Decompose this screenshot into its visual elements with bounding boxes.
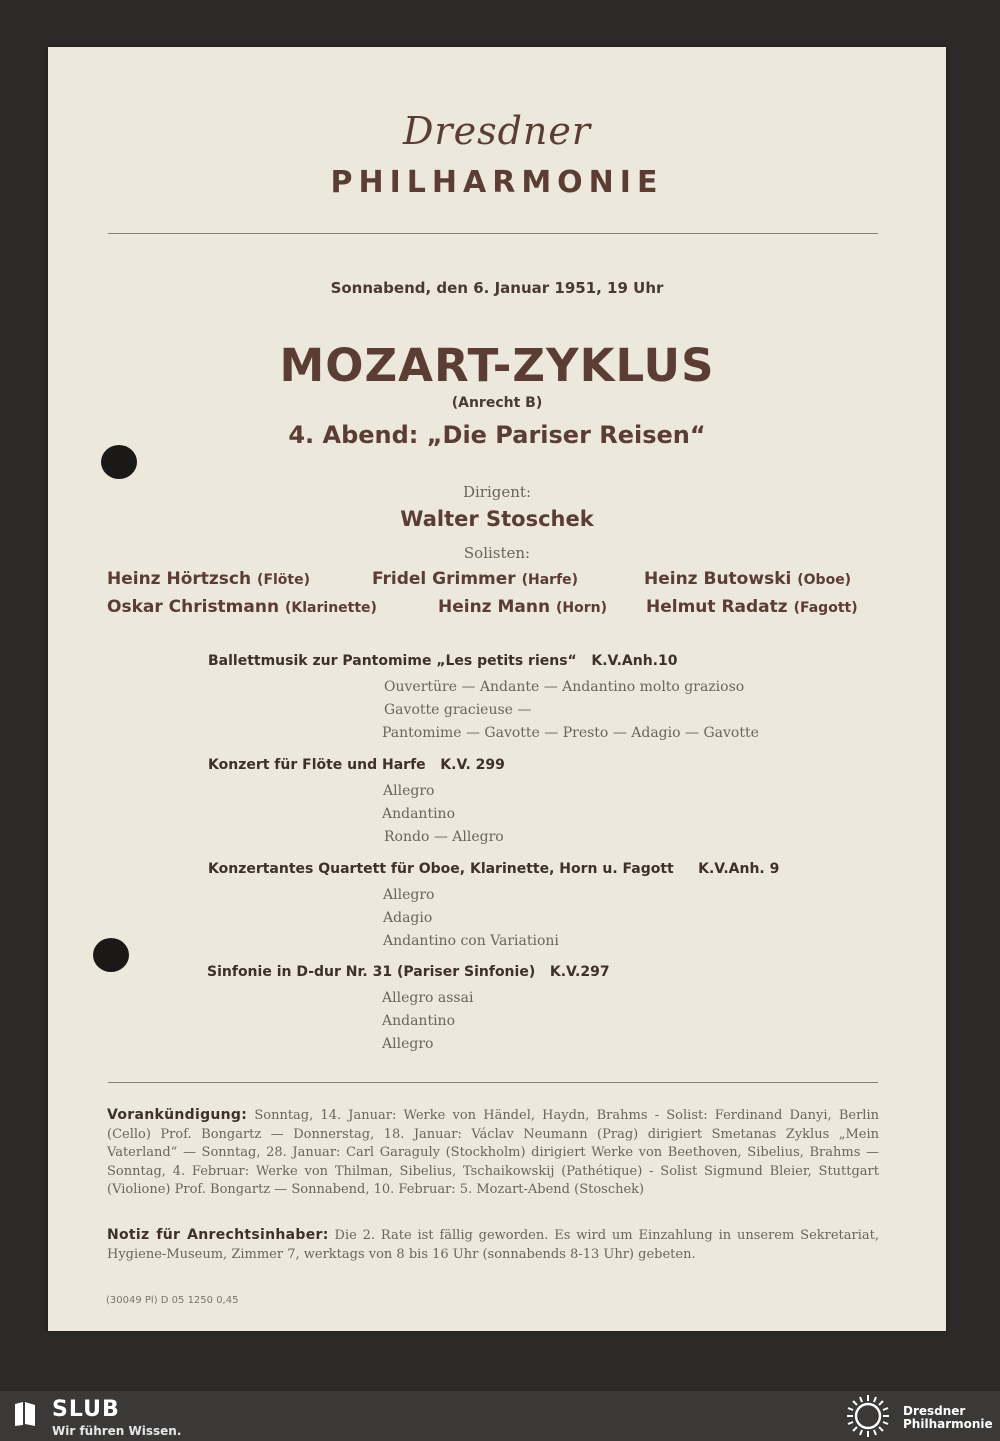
notice-text: Die 2. Rate ist fällig geworden. Es wird um Einzahlung in unserem Sekretariat, Hygiene-Museum, Zimmer 7, werktags von 8 bis 16 Uhr (sonnabends 8-13 Uhr) gebeten. [107,1228,879,1262]
work-title: Konzertantes Quartett für Oboe, Klarinette, Horn u. Fagott [208,861,674,877]
soloist: Heinz Hörtzsch (Flöte) [107,569,311,589]
soloist: Fridel Grimmer (Harfe) [372,569,579,589]
divider-top [108,233,878,234]
announcement-block [107,1106,879,1200]
movement-line: Adagio [383,910,433,926]
brand-line-philharmonie: PHILHARMONIE [330,165,664,200]
subscription-label: (Anrecht B) [451,395,543,411]
partner-name: Dresdner Philharmonie [903,1404,993,1431]
punch-hole-bottom [93,938,129,972]
movement-line: Andantino [382,806,456,822]
brand-line-dresdner: Dresdner [402,109,592,153]
dresdner-philharmonie-logo [842,1393,894,1439]
work-kv: K.V.Anh. 9 [698,861,780,877]
movement-line: Ouvertüre — Andante — Andantino molto grazioso [384,679,745,695]
divider-bottom [108,1082,878,1083]
soloist: Heinz Butowski (Oboe) [644,569,852,589]
evening-title: 4. Abend: „Die Pariser Reisen“ [288,421,706,449]
program-work [208,861,779,877]
concert-title: MOZART-ZYKLUS [279,339,715,392]
movement-line: Allegro [383,783,435,799]
movement-line: Allegro [382,1036,434,1052]
movement-line: Andantino [382,1013,456,1029]
movement-line: Gavotte gracieuse — [384,702,532,718]
soloists-label: Solisten: [463,544,531,562]
footer-bar [0,1391,1000,1441]
soloist: Oskar Christmann (Klarinette) [107,597,377,617]
soloist: Helmut Radatz (Fagott) [646,597,858,617]
conductor-name: Walter Stoschek [400,507,594,531]
work-kv: K.V.Anh.10 [591,653,678,669]
work-title: Konzert für Flöte und Harfe [208,757,426,773]
work-kv: K.V.297 [549,964,610,980]
program-work [207,964,610,980]
conductor-label: Dirigent: [462,483,531,501]
slub-book-icon [14,1401,36,1427]
slub-tagline: Wir führen Wissen. [52,1424,182,1438]
movement-line: Rondo — Allegro [384,829,504,845]
notice-block [107,1226,879,1264]
print-code: (30049 Pl) D 05 1250 0,45 [106,1295,239,1306]
work-kv: K.V. 299 [440,757,505,773]
program-work [208,757,505,773]
program-work [208,653,677,669]
work-title: Ballettmusik zur Pantomime „Les petits riens“ [208,653,577,669]
movement-line: Allegro [383,887,435,903]
announcement-text: Sonntag, 14. Januar: Werke von Händel, Haydn, Brahms - Solist: Ferdinand Danyi, Berlin (Cello) Prof. Bongartz — Donnerstag, 18. Januar: Václav Neumann (Prag) dirigiert Smetanas Zyklus „Mein Vaterland“ — Sonntag, 28. Januar: Carl Garaguly (Stockholm) dirigiert Werke von Beethoven, Sibelius, Brahms — Sonntag, 4. Februar: Werke von Thilman, Sibelius, Tschaikowskij (Pathétique) - Solist Sigmund Bleier, Stuttgart (Violione) Prof. Bongartz — Sonnabend, 10. Februar: 5. Mozart-Abend (Stoschek) [107,1108,879,1197]
program-sheet [48,47,946,1331]
concert-date: Sonnabend, den 6. Januar 1951, 19 Uhr [330,279,664,297]
work-title: Sinfonie in D-dur Nr. 31 (Pariser Sinfonie) [207,964,536,980]
punch-hole-top [101,445,137,479]
soloist: Heinz Mann (Horn) [438,597,608,617]
movement-line: Andantino con Variationi [383,933,559,949]
movement-line: Pantomime — Gavotte — Presto — Adagio — Gavotte [382,725,759,741]
announcement-label: Vorankündigung: [107,1107,248,1123]
notice-label: Notiz für Anrechtsinhaber: [107,1227,329,1243]
slub-logo-text: SLUB [52,1397,120,1422]
movement-line: Allegro assai [382,990,474,1006]
